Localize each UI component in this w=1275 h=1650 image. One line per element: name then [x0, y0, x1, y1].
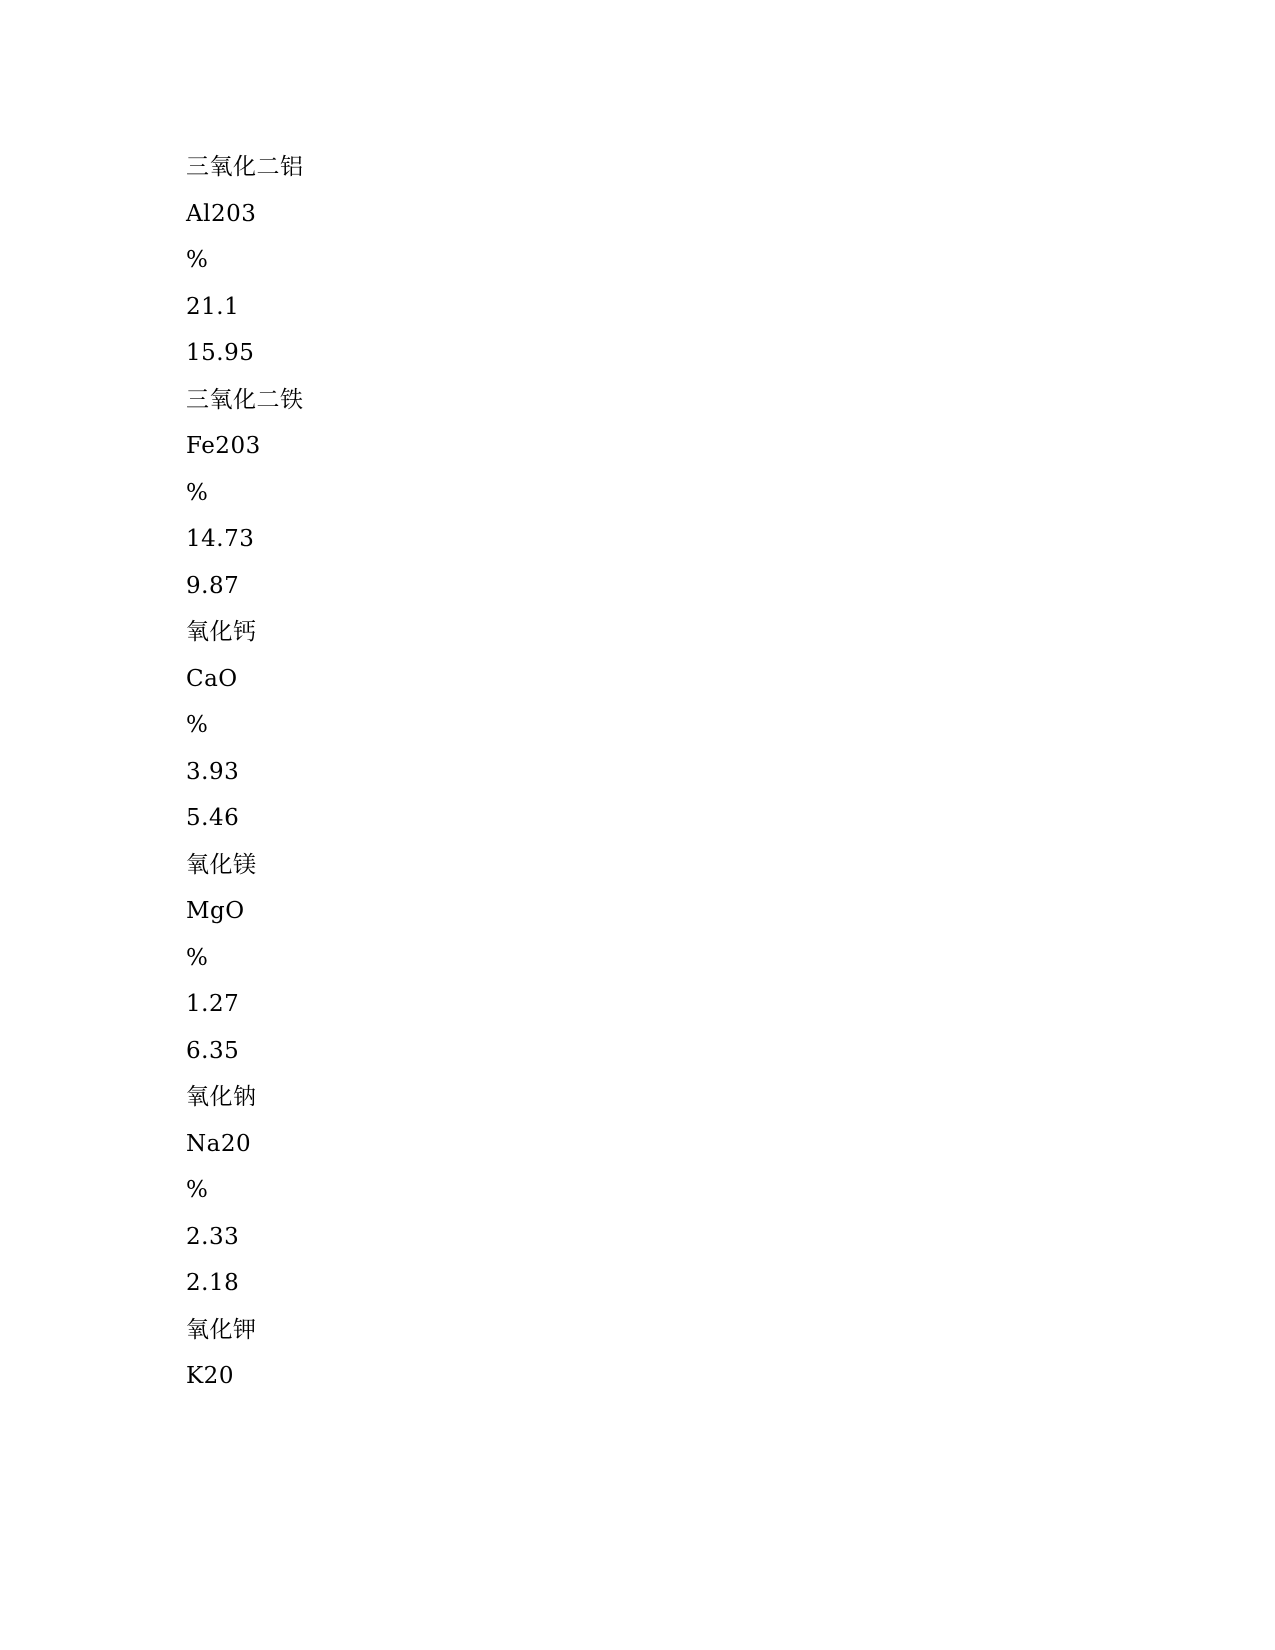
- text-column: [186, 149, 304, 1405]
- value-magnesium-oxide-2: 6.35: [186, 1037, 240, 1064]
- formula-ferric-oxide: Fe203: [186, 433, 261, 459]
- compound-name-potassium-oxide: 氧化钾: [186, 1316, 257, 1343]
- formula-calcium-oxide: CaO: [186, 665, 238, 692]
- compound-name-alumina: 三氧化二铝: [186, 154, 304, 180]
- value-alumina-2: 15.95: [186, 340, 255, 366]
- formula-alumina: Al203: [186, 200, 257, 227]
- formula-sodium-oxide: Na20: [186, 1130, 252, 1157]
- value-alumina-1: 21.1: [186, 293, 240, 320]
- compound-name-calcium-oxide: 氧化钙: [186, 619, 257, 645]
- formula-magnesium-oxide: MgO: [186, 898, 245, 924]
- formula-potassium-oxide: K20: [186, 1363, 234, 1389]
- value-ferric-oxide-1: 14.73: [186, 526, 255, 552]
- value-calcium-oxide-1: 3.93: [186, 758, 240, 785]
- unit-magnesium-oxide: %: [186, 944, 209, 971]
- value-magnesium-oxide-1: 1.27: [186, 991, 240, 1017]
- unit-ferric-oxide: %: [186, 479, 209, 506]
- compound-name-magnesium-oxide: 氧化镁: [186, 851, 257, 878]
- compound-name-sodium-oxide: 氧化钠: [186, 1084, 257, 1110]
- unit-alumina: %: [186, 247, 209, 273]
- unit-sodium-oxide: %: [186, 1177, 209, 1203]
- unit-calcium-oxide: %: [186, 712, 209, 738]
- compound-name-ferric-oxide: 三氧化二铁: [186, 386, 304, 413]
- value-ferric-oxide-2: 9.87: [186, 572, 240, 599]
- value-sodium-oxide-1: 2.33: [186, 1223, 240, 1250]
- value-calcium-oxide-2: 5.46: [186, 805, 240, 831]
- value-sodium-oxide-2: 2.18: [186, 1270, 240, 1296]
